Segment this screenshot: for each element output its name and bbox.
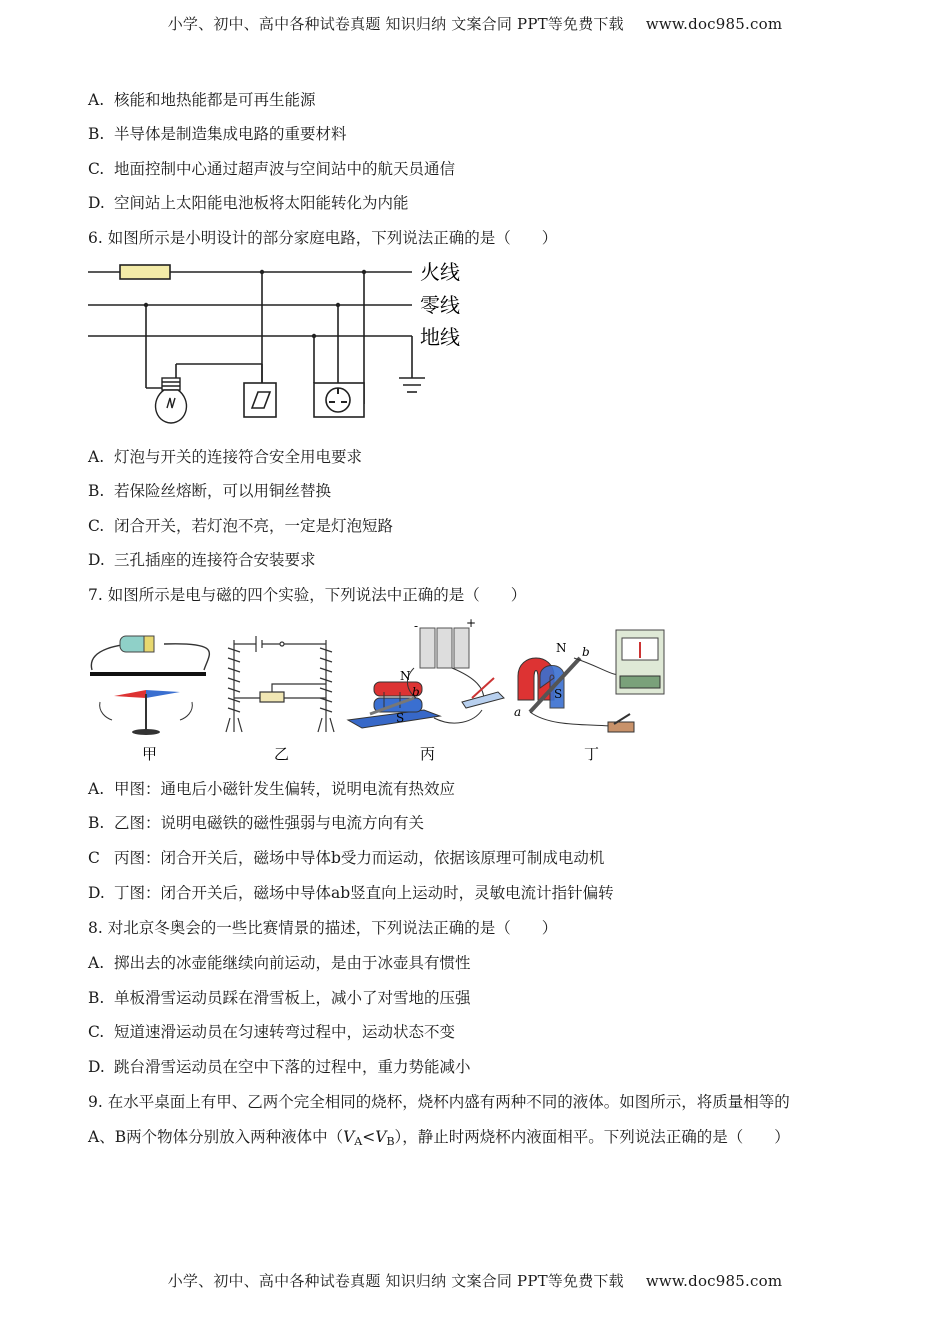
page-footer	[0, 1270, 950, 1291]
q8-option-b[interactable]: B. 单板滑雪运动员踩在滑雪板上，减小了对雪地的压强	[88, 989, 471, 1007]
q9-stem-line1: 9. 在水平桌面上有甲、乙两个完全相同的烧杯，烧杯内盛有两种不同的液体。如图所示，将质量相等的	[88, 1093, 790, 1111]
oersted-experiment-figure	[90, 636, 209, 735]
caption-bing: 丙	[420, 745, 436, 763]
q6-option-a[interactable]: A. 灯泡与开关的连接符合安全用电要求	[88, 448, 363, 466]
q7-option-c[interactable]: C 丙图：闭合开关后，磁场中导体b受力而运动，依据该原理可制成电动机	[88, 849, 605, 867]
header-text: 小学、初中、高中各种试卷真题 知识归纳 文案合同 PPT等免费下载	[167, 15, 624, 33]
q5-option-a[interactable]: A. 核能和地热能都是可再生能源	[88, 91, 316, 109]
q8-option-a[interactable]: A. 掷出去的冰壶能继续向前运动，是由于冰壶具有惯性	[88, 954, 471, 972]
caption-yi: 乙	[274, 745, 290, 763]
electromagnetism-experiments-figure	[84, 618, 674, 766]
svg-text:S: S	[396, 711, 405, 725]
q8-stem: 8. 对北京冬奥会的一些比赛情景的描述，下列说法正确的是（ ）	[88, 919, 558, 937]
q5-option-b[interactable]: B. 半导体是制造集成电路的重要材料	[88, 125, 347, 143]
q6-option-c[interactable]: C. 闭合开关，若灯泡不亮，一定是灯泡短路	[88, 517, 394, 535]
fuse-icon	[120, 265, 170, 279]
page-header	[0, 13, 950, 34]
svg-text:N: N	[556, 641, 567, 655]
q7-option-a[interactable]: A. 甲图：通电后小磁针发生偏转，说明电流有热效应	[88, 780, 456, 798]
q7-option-d[interactable]: D. 丁图：闭合开关后，磁场中导体ab竖直向上运动时，灵敏电流计指针偏转	[88, 884, 614, 902]
svg-text:N: N	[400, 669, 411, 683]
motor-principle-experiment-figure	[348, 618, 504, 728]
header-site[interactable]: www.doc985.com	[645, 15, 783, 33]
q5-option-d[interactable]: D. 空间站上太阳能电池板将太阳能转化为内能	[88, 194, 409, 212]
household-circuit-diagram	[86, 258, 486, 424]
q6-stem: 6. 如图所示是小明设计的部分家庭电路，下列说法正确的是（ ）	[88, 229, 558, 247]
q7-stem: 7. 如图所示是电与磁的四个实验，下列说法中正确的是（ ）	[88, 586, 527, 604]
q8-option-c[interactable]: C. 短道速滑运动员在匀速转弯过程中，运动状态不变	[88, 1023, 456, 1041]
electromagnet-experiment-figure	[226, 636, 334, 732]
footer-text: 小学、初中、高中各种试卷真题 知识归纳 文案合同 PPT等免费下载	[167, 1272, 624, 1290]
q9-stem-line2: A、B两个物体分别放入两种液体中$(V_A<V_B)$，静止时两烧杯内液面相平。下列说法正确的是（ ）	[88, 1128, 790, 1148]
q8-option-d[interactable]: D. 跳台滑雪运动员在空中下落的过程中，重力势能减小	[88, 1058, 471, 1076]
svg-text:b: b	[582, 645, 590, 659]
q7-option-b[interactable]: B. 乙图：说明电磁铁的磁性强弱与电流方向有关	[88, 814, 425, 832]
q6-option-d[interactable]: D. 三孔插座的连接符合安装要求	[88, 551, 316, 569]
svg-text:a: a	[514, 705, 522, 719]
footer-site[interactable]: www.doc985.com	[645, 1272, 783, 1290]
ground-wire-label: 地线	[420, 325, 460, 349]
light-bulb-icon	[156, 378, 187, 423]
q5-option-c[interactable]: C. 地面控制中心通过超声波与空间站中的航天员通信	[88, 160, 456, 178]
live-wire-label: 火线	[420, 260, 460, 284]
neutral-wire-label: 零线	[420, 293, 460, 317]
svg-text:-: -	[414, 619, 419, 633]
svg-text:b: b	[412, 685, 420, 699]
q6-option-b[interactable]: B. 若保险丝熔断，可以用铜丝替换	[88, 482, 332, 500]
caption-jia: 甲	[142, 745, 158, 763]
svg-text:S: S	[554, 687, 563, 701]
electromagnetic-induction-experiment-figure	[514, 630, 664, 732]
caption-ding: 丁	[584, 745, 600, 763]
svg-text:+: +	[466, 618, 477, 630]
